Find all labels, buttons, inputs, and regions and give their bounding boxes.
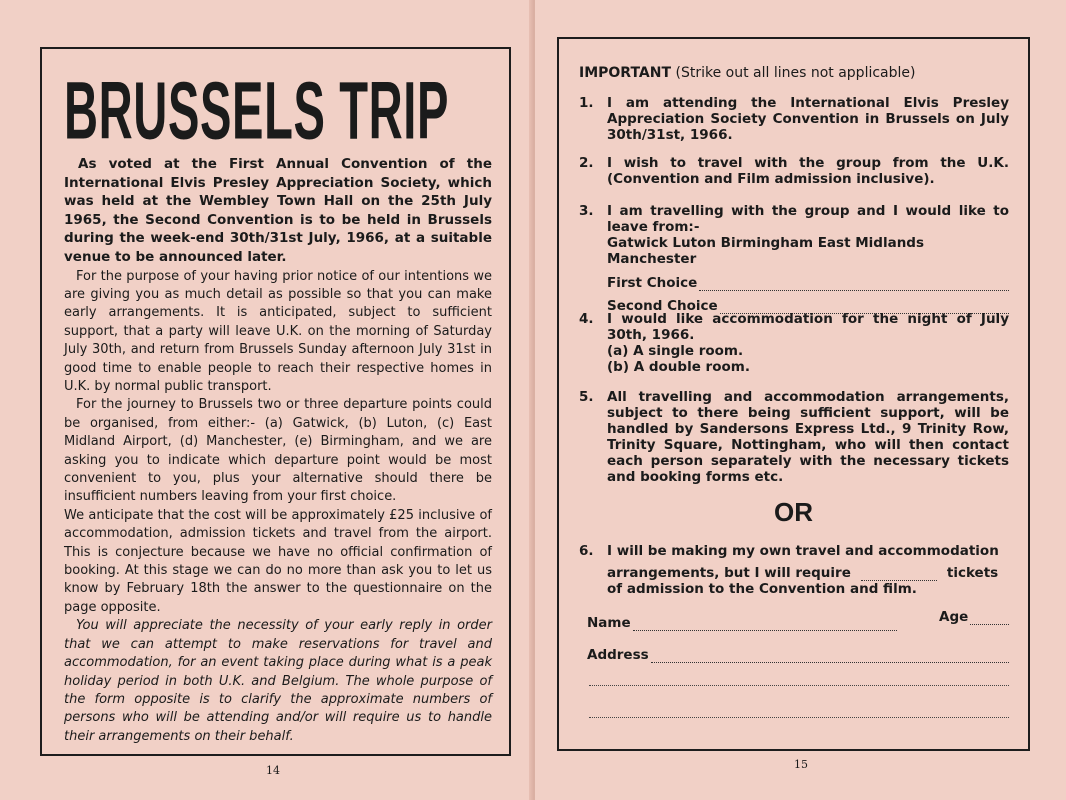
- tickets-count-line[interactable]: [861, 568, 937, 581]
- article-body: [64, 155, 492, 746]
- address-label: Address: [587, 647, 649, 663]
- important-label: IMPORTANT: [579, 65, 672, 81]
- important-heading: [579, 65, 915, 81]
- item-text: All travelling and accommodation arrangements, subject to there being sufficient support, will be handled by Sandersons Express Ltd., 9 Trinity Row, Trinity Square, Nottingham, who will then contact each person separately with the necessary tickets and booking forms etc.: [607, 389, 1009, 485]
- item-text: I wish to travel with the group from the U.K. (Convention and Film admission inclusive).: [607, 155, 1009, 187]
- paragraph-notice: For the purpose of your having prior notice of our intentions we are giving you as much detail as possible so that you can make early arrangements. It is anticipated, subject to sufficient support, that a party will leave U.K. on the morning of Saturday July 30th, and return from Brussels Sunday afternoon July 31st in good time to enable people to reach their respective homes in U.K. by normal public transport.: [64, 268, 492, 394]
- intro-paragraph: As voted at the First Annual Convention of the International Elvis Presley Appreciation Society, which was held at the Wembley Town Hall on the 25th July 1965, the Second Convention is to be held in Brussels during the week-end 30th/31st July, 1966, at a suitable venue to be announced later.: [64, 156, 492, 265]
- age-line[interactable]: [970, 612, 1009, 625]
- form-item-2[interactable]: [579, 155, 1009, 187]
- address-line-3[interactable]: [589, 717, 1009, 718]
- address-line-2[interactable]: [589, 685, 1009, 686]
- page-title: BRUSSELS TRIP: [64, 65, 450, 157]
- form-item-6[interactable]: [579, 543, 1009, 597]
- item-number: 2.: [579, 155, 594, 171]
- first-choice-label: First Choice: [607, 275, 698, 291]
- item-text: tickets: [946, 565, 999, 581]
- form-item-3[interactable]: [579, 203, 1009, 314]
- form-item-4[interactable]: [579, 311, 1009, 375]
- name-field[interactable]: [587, 615, 897, 631]
- age-field[interactable]: [939, 609, 1009, 625]
- item-number: 1.: [579, 95, 594, 111]
- form-frame: [557, 37, 1030, 751]
- paragraph-appeal: You will appreciate the necessity of your early reply in order that we can attempt to make reservations for travel and accommodation, for an event taking place during what is a peak holiday period in both U.K. and Belgium. The whole purpose of the form opposite is to clarify the approximate numbers of persons who will be attending and/or will require us to handle their arrangements on their behalf.: [64, 618, 492, 744]
- left-page-frame: [40, 47, 511, 756]
- airport-list: Gatwick Luton Birmingham East Midlands Manchester: [607, 235, 924, 267]
- item-number: 6.: [579, 543, 594, 559]
- address-line[interactable]: [651, 650, 1009, 663]
- form-item-1[interactable]: [579, 95, 1009, 143]
- important-note: (Strike out all lines not applicable): [675, 65, 916, 81]
- right-page: [535, 0, 1066, 800]
- item-number: 5.: [579, 389, 594, 405]
- item-text: of admission to the Convention and film.: [607, 581, 917, 597]
- name-label: Name: [587, 615, 631, 631]
- form-item-5[interactable]: [579, 389, 1009, 485]
- option-single-room[interactable]: (a) A single room.: [607, 343, 744, 359]
- item-number: 4.: [579, 311, 594, 327]
- option-double-room[interactable]: (b) A double room.: [607, 359, 750, 375]
- item-text: I am travelling with the group and I would like to leave from:-: [607, 203, 1009, 235]
- name-line[interactable]: [633, 618, 897, 631]
- paragraph-cost: We anticipate that the cost will be approximately £25 inclusive of accommodation, admission tickets and travel from the airport. This is conjecture because we have no official confirmation of booking. At this stage we can do no more than ask you to let us know by February 18th the answer to the questionnaire on the page opposite.: [64, 507, 492, 615]
- first-choice-line[interactable]: [699, 278, 1009, 291]
- second-choice-label: Second Choice: [607, 298, 718, 314]
- item-text: I will be making my own travel and accommodation: [607, 543, 999, 559]
- item-text: arrangements, but I will require: [607, 565, 851, 581]
- address-field[interactable]: [587, 647, 1009, 663]
- paragraph-departure: For the journey to Brussels two or three departure points could be organised, from either:- (a) Gatwick, (b) Luton, (c) East Midland Airport, (d) Manchester, (e) Birmingham, and we are asking you to indicate which departure point would be most convenient to you, plus your alternative should there be insufficient numbers leaving from your first choice.: [64, 397, 492, 505]
- first-choice-field[interactable]: [607, 275, 1009, 291]
- item-text: I would like accommodation for the night of July 30th, 1966.: [607, 311, 1009, 343]
- item-text: I am attending the International Elvis Presley Appreciation Society Convention in Brussels on July 30th/31st, 1966.: [607, 95, 1009, 143]
- tickets-field[interactable]: [607, 565, 1009, 581]
- page-number-left: 14: [266, 764, 280, 777]
- page-number-right: 15: [794, 758, 808, 771]
- age-label: Age: [939, 609, 969, 625]
- item-number: 3.: [579, 203, 594, 219]
- or-divider: OR: [774, 497, 813, 527]
